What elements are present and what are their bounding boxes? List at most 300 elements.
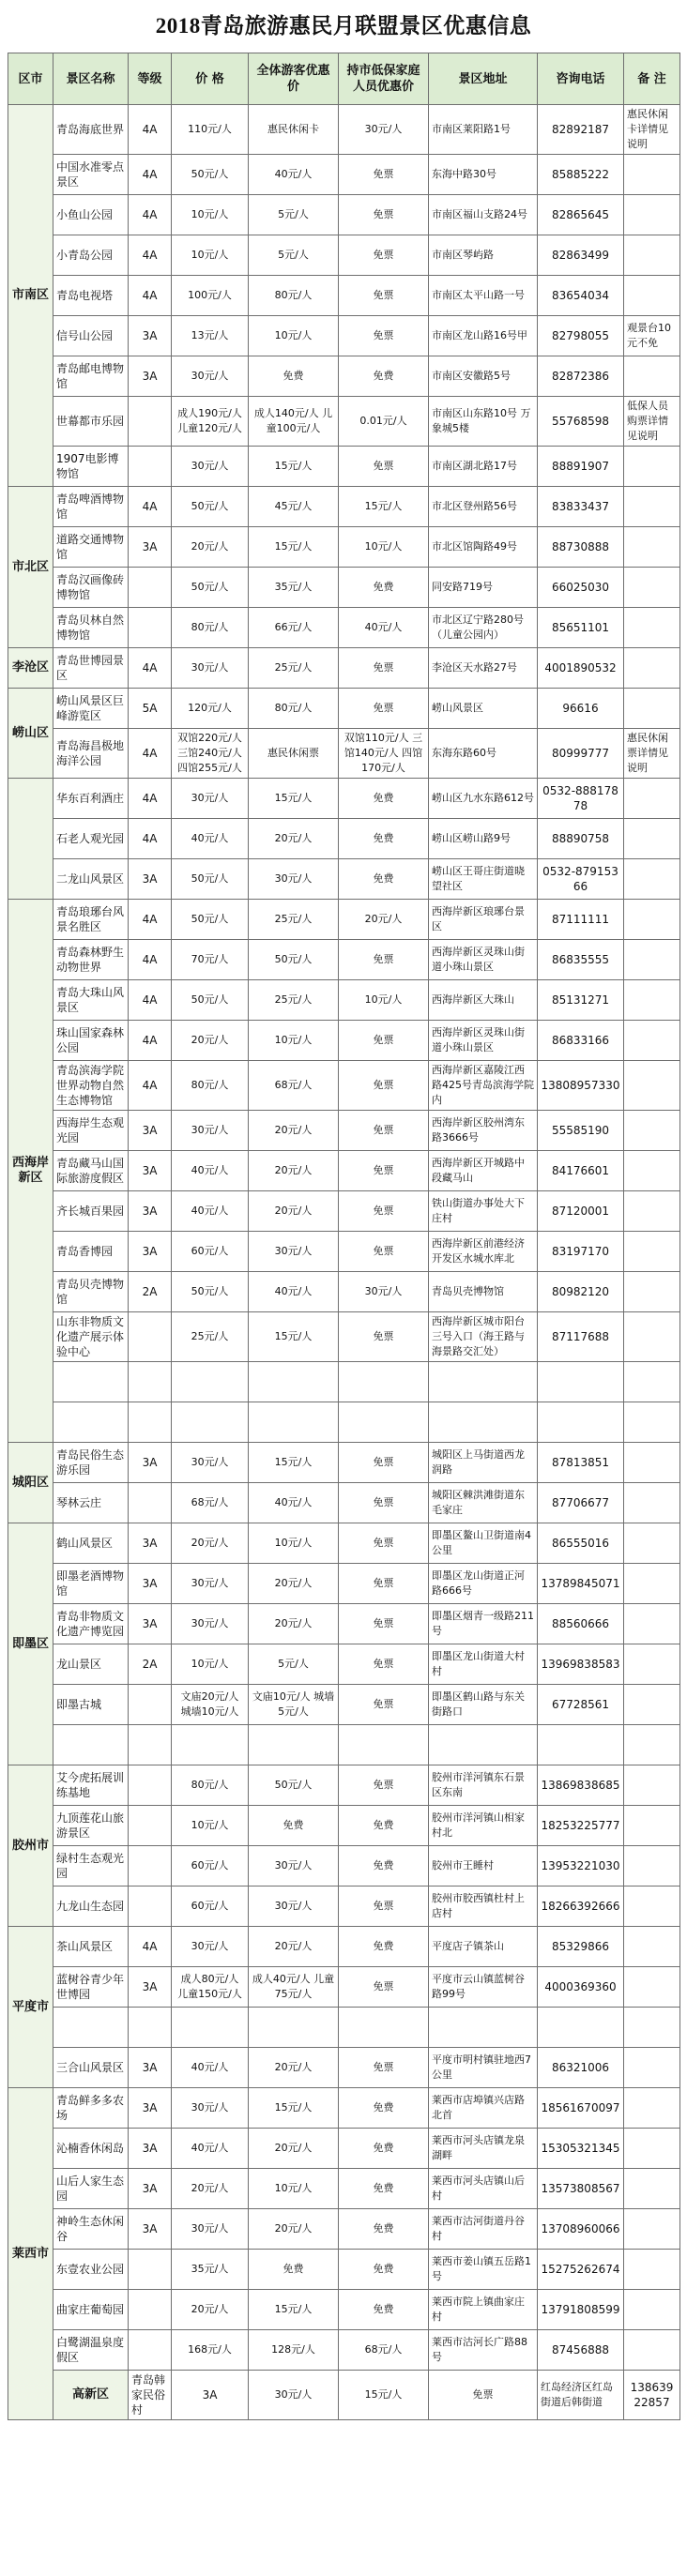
price-cell: 68元/人 xyxy=(172,1483,249,1523)
scenic-name-cell: 山后人家生态园 xyxy=(53,2169,129,2209)
scenic-name-cell: 即墨老酒博物馆 xyxy=(53,1564,129,1604)
col-discount: 全体游客优惠价 xyxy=(249,53,339,105)
scenic-name-cell: 世幕都市乐园 xyxy=(53,397,129,447)
discount-price-cell: 5元/人 xyxy=(249,235,339,276)
price-cell: 20元/人 xyxy=(172,1523,249,1564)
welfare-price-cell: 免票 xyxy=(339,447,429,487)
welfare-price-cell: 免票 xyxy=(339,1685,429,1725)
phone-cell: 82892187 xyxy=(538,105,624,155)
price-cell: 50元/人 xyxy=(172,900,249,940)
district-cell xyxy=(8,779,53,900)
address-cell xyxy=(429,1402,538,1443)
welfare-price-cell: 0.01元/人 xyxy=(339,397,429,447)
phone-cell: 18561670097 xyxy=(538,2088,624,2129)
scenic-name-cell: 信号山公园 xyxy=(53,316,129,356)
phone-cell: 80999777 xyxy=(538,729,624,779)
table-row xyxy=(8,568,680,608)
price-cell: 30元/人 xyxy=(172,2088,249,2129)
note-cell xyxy=(624,1061,680,1111)
note-cell xyxy=(624,1272,680,1312)
discount-price-cell: 惠民休闲票 xyxy=(249,729,339,779)
welfare-price-cell: 免费 xyxy=(339,2209,429,2250)
scenic-name-cell: 小鱼山公园 xyxy=(53,195,129,235)
discount-price-cell: 15元/人 xyxy=(339,2371,429,2420)
phone-cell: 82872386 xyxy=(538,356,624,397)
welfare-price-cell: 免票 xyxy=(429,2371,538,2420)
district-cell: 西海岸新区 xyxy=(8,900,53,1443)
welfare-price-cell: 30元/人 xyxy=(339,105,429,155)
level-cell: 4A xyxy=(129,1061,172,1111)
phone-cell xyxy=(538,1402,624,1443)
price-cell: 成人80元/人 儿童150元/人 xyxy=(172,1967,249,2008)
discount-price-cell: 80元/人 xyxy=(249,689,339,729)
note-cell xyxy=(624,648,680,689)
address-cell: 胶州市洋河镇东石景区东南 xyxy=(429,1765,538,1806)
welfare-price-cell xyxy=(339,1402,429,1443)
level-cell xyxy=(129,1765,172,1806)
discount-price-cell: 免费 xyxy=(249,1806,339,1846)
phone-cell: 67728561 xyxy=(538,1685,624,1725)
phone-cell: 4000369360 xyxy=(538,1967,624,2008)
discount-price-cell: 10元/人 xyxy=(249,316,339,356)
address-cell: 即墨区龙山街道大村村 xyxy=(429,1644,538,1685)
note-cell xyxy=(624,2088,680,2129)
address-cell: 青岛贝壳博物馆 xyxy=(429,1272,538,1312)
scenic-name-cell: 齐长城百果园 xyxy=(53,1191,129,1232)
scenic-name-cell: 青岛电视塔 xyxy=(53,276,129,316)
phone-cell: 66025030 xyxy=(538,568,624,608)
note-cell: 惠民休闲票详情见说明 xyxy=(624,729,680,779)
discount-price-cell: 40元/人 xyxy=(249,155,339,195)
discount-price-cell: 5元/人 xyxy=(249,1644,339,1685)
level-cell xyxy=(129,1806,172,1846)
phone-cell: 85329866 xyxy=(538,1927,624,1967)
district-cell: 崂山区 xyxy=(8,689,53,779)
scenic-name-cell: 青岛琅琊台风景名胜区 xyxy=(53,900,129,940)
table-row xyxy=(8,608,680,648)
address-cell: 莱西市店埠镇兴店路北首 xyxy=(429,2088,538,2129)
welfare-price-cell: 免票 xyxy=(339,689,429,729)
address-cell: 崂山区九水东路612号 xyxy=(429,779,538,819)
address-cell: 市南区湖北路17号 xyxy=(429,447,538,487)
table-row xyxy=(8,2250,680,2290)
welfare-price-cell: 40元/人 xyxy=(339,608,429,648)
phone-cell: 55768598 xyxy=(538,397,624,447)
welfare-price-cell: 免票 xyxy=(339,1111,429,1151)
address-cell: 莱西市沽河长广路88号 xyxy=(429,2330,538,2371)
table-row xyxy=(8,527,680,568)
price-cell: 168元/人 xyxy=(172,2330,249,2371)
address-cell: 西海岸新区胶州湾东路3666号 xyxy=(429,1111,538,1151)
address-cell: 西海岸新区琅琊台景区 xyxy=(429,900,538,940)
table-row xyxy=(8,1312,680,1362)
level-cell xyxy=(129,568,172,608)
address-cell: 莱西市姜山镇五岳路1号 xyxy=(429,2250,538,2290)
address-cell: 平度市明村镇驻地西7公里 xyxy=(429,2048,538,2088)
address-cell: 东海中路30号 xyxy=(429,155,538,195)
price-cell: 成人190元/人 儿童120元/人 xyxy=(172,397,249,447)
address-cell: 崂山风景区 xyxy=(429,689,538,729)
address-cell: 西海岸新区灵珠山街道小珠山景区 xyxy=(429,1021,538,1061)
scenic-name-cell: 龙山景区 xyxy=(53,1644,129,1685)
welfare-price-cell: 免费 xyxy=(339,2129,429,2169)
discount-price-cell: 20元/人 xyxy=(249,2129,339,2169)
address-cell: 红岛经济区红岛街道后韩街道 xyxy=(538,2371,624,2420)
welfare-price-cell: 免费 xyxy=(339,819,429,859)
phone-cell: 87111111 xyxy=(538,900,624,940)
note-cell xyxy=(624,1725,680,1765)
welfare-price-cell: 免票 xyxy=(339,1443,429,1483)
price-cell: 110元/人 xyxy=(172,105,249,155)
scenic-name-cell: 曲家庄葡萄园 xyxy=(53,2290,129,2330)
price-cell: 20元/人 xyxy=(172,527,249,568)
scenic-discount-table xyxy=(8,53,680,2420)
welfare-price-cell: 免票 xyxy=(339,648,429,689)
phone-cell: 87456888 xyxy=(538,2330,624,2371)
welfare-price-cell: 免票 xyxy=(339,1604,429,1644)
phone-cell: 15275262674 xyxy=(538,2250,624,2290)
phone-cell: 86321006 xyxy=(538,2048,624,2088)
level-cell: 4A xyxy=(129,648,172,689)
address-cell: 平度店子镇茶山 xyxy=(429,1927,538,1967)
welfare-price-cell: 免费 xyxy=(339,1846,429,1887)
scenic-name-cell xyxy=(53,1725,129,1765)
price-cell: 60元/人 xyxy=(172,1846,249,1887)
table-row xyxy=(8,1765,680,1806)
level-cell: 3A xyxy=(129,2209,172,2250)
price-cell: 30元/人 xyxy=(172,1111,249,1151)
price-cell: 50元/人 xyxy=(172,487,249,527)
level-cell: 3A xyxy=(129,1967,172,2008)
level-cell xyxy=(129,1362,172,1402)
table-row xyxy=(8,2290,680,2330)
welfare-price-cell: 免票 xyxy=(339,2048,429,2088)
note-cell xyxy=(624,487,680,527)
welfare-price-cell: 20元/人 xyxy=(339,900,429,940)
address-cell: 即墨区鹤山路与东关街路口 xyxy=(429,1685,538,1725)
scenic-name-cell: 青岛邮电博物馆 xyxy=(53,356,129,397)
welfare-price-cell: 10元/人 xyxy=(339,527,429,568)
address-cell: 城阳区上马街道西龙润路 xyxy=(429,1443,538,1483)
discount-price-cell: 20元/人 xyxy=(249,1604,339,1644)
table-row xyxy=(8,1927,680,1967)
phone-cell: 13953221030 xyxy=(538,1846,624,1887)
address-cell: 市南区琴屿路 xyxy=(429,235,538,276)
address-cell: 崂山区崂山路9号 xyxy=(429,819,538,859)
discount-price-cell: 惠民休闲卡 xyxy=(249,105,339,155)
table-row xyxy=(8,447,680,487)
table-row xyxy=(8,1021,680,1061)
scenic-name-cell: 珠山国家森林公园 xyxy=(53,1021,129,1061)
scenic-name-cell: 华东百利酒庄 xyxy=(53,779,129,819)
welfare-price-cell: 免票 xyxy=(339,1483,429,1523)
note-cell xyxy=(624,900,680,940)
district-cell: 莱西市 xyxy=(8,2088,53,2420)
price-cell: 60元/人 xyxy=(172,1232,249,1272)
price-cell: 40元/人 xyxy=(172,819,249,859)
discount-price-cell: 30元/人 xyxy=(249,1887,339,1927)
scenic-name-cell: 即墨古城 xyxy=(53,1685,129,1725)
price-cell: 30元/人 xyxy=(172,1927,249,1967)
note-cell xyxy=(624,1604,680,1644)
note-cell xyxy=(624,2290,680,2330)
note-cell xyxy=(624,608,680,648)
scenic-name-cell: 青岛民俗生态游乐园 xyxy=(53,1443,129,1483)
scenic-name-cell: 青岛贝壳博物馆 xyxy=(53,1272,129,1312)
scenic-name-cell: 崂山风景区巨峰游览区 xyxy=(53,689,129,729)
scenic-name-cell: 青岛森林野生动物世界 xyxy=(53,940,129,980)
price-cell: 50元/人 xyxy=(172,980,249,1021)
note-cell xyxy=(624,980,680,1021)
discount-price-cell: 15元/人 xyxy=(249,1312,339,1362)
district-cell: 平度市 xyxy=(8,1927,53,2088)
phone-cell: 13863922857 xyxy=(624,2371,680,2420)
scenic-name-cell: 山东非物质文化遗产展示体验中心 xyxy=(53,1312,129,1362)
phone-cell: 88891907 xyxy=(538,447,624,487)
price-cell: 30元/人 xyxy=(172,1564,249,1604)
price-cell: 10元/人 xyxy=(172,1806,249,1846)
price-cell: 20元/人 xyxy=(172,2169,249,2209)
address-cell xyxy=(429,1725,538,1765)
level-cell: 3A xyxy=(129,1111,172,1151)
level-cell: 3A xyxy=(129,1151,172,1191)
level-cell: 3A xyxy=(129,356,172,397)
note-cell xyxy=(624,356,680,397)
scenic-name-cell: 九顶莲花山旅游景区 xyxy=(53,1806,129,1846)
welfare-price-cell: 免费 xyxy=(339,859,429,900)
note-cell xyxy=(624,2048,680,2088)
phone-cell: 80982120 xyxy=(538,1272,624,1312)
discount-price-cell: 15元/人 xyxy=(249,1443,339,1483)
address-cell: 胶州市胶西镇杜村上店村 xyxy=(429,1887,538,1927)
scenic-name-cell: 蓝树谷青少年世博园 xyxy=(53,1967,129,2008)
welfare-price-cell: 免票 xyxy=(339,195,429,235)
welfare-price-cell: 免票 xyxy=(339,1644,429,1685)
address-cell: 铁山街道办事处大下庄村 xyxy=(429,1191,538,1232)
discount-price-cell: 10元/人 xyxy=(249,2169,339,2209)
discount-price-cell: 40元/人 xyxy=(249,1483,339,1523)
note-cell xyxy=(624,1685,680,1725)
phone-cell xyxy=(538,1362,624,1402)
address-cell: 市南区安徽路5号 xyxy=(429,356,538,397)
table-body xyxy=(8,105,680,2420)
price-cell: 30元/人 xyxy=(249,2371,339,2420)
welfare-price-cell: 免票 xyxy=(339,155,429,195)
discount-price-cell: 20元/人 xyxy=(249,1927,339,1967)
col-district: 区市 xyxy=(8,53,53,105)
phone-cell: 82863499 xyxy=(538,235,624,276)
discount-price-cell: 25元/人 xyxy=(249,980,339,1021)
discount-price-cell xyxy=(249,1362,339,1402)
note-cell xyxy=(624,1151,680,1191)
table-row xyxy=(8,316,680,356)
table-row xyxy=(8,356,680,397)
note-cell xyxy=(624,819,680,859)
scenic-name-cell: 青岛啤酒博物馆 xyxy=(53,487,129,527)
address-cell: 胶州市王睡村 xyxy=(429,1846,538,1887)
note-cell xyxy=(624,2129,680,2169)
note-cell xyxy=(624,2209,680,2250)
note-cell xyxy=(624,1806,680,1846)
district-cell: 李沧区 xyxy=(8,648,53,689)
table-row xyxy=(8,2048,680,2088)
phone-cell: 85131271 xyxy=(538,980,624,1021)
price-cell: 30元/人 xyxy=(172,447,249,487)
price-cell: 120元/人 xyxy=(172,689,249,729)
price-cell: 80元/人 xyxy=(172,1765,249,1806)
table-row xyxy=(8,819,680,859)
col-address: 景区地址 xyxy=(429,53,538,105)
level-cell xyxy=(129,1846,172,1887)
level-cell xyxy=(129,608,172,648)
discount-price-cell: 128元/人 xyxy=(249,2330,339,2371)
scenic-name-cell: 青岛海底世界 xyxy=(53,105,129,155)
level-cell: 3A xyxy=(129,1443,172,1483)
table-row xyxy=(8,1151,680,1191)
table-row xyxy=(8,1967,680,2008)
note-cell xyxy=(624,1765,680,1806)
level-cell: 4A xyxy=(129,940,172,980)
level-cell: 4A xyxy=(129,1927,172,1967)
discount-price-cell: 文庙10元/人 城墙5元/人 xyxy=(249,1685,339,1725)
address-cell: 市南区福山支路24号 xyxy=(429,195,538,235)
note-cell xyxy=(624,195,680,235)
scenic-name-cell: 白鹭湖温泉度假区 xyxy=(53,2330,129,2371)
scenic-name-cell: 1907电影博物馆 xyxy=(53,447,129,487)
phone-cell: 88730888 xyxy=(538,527,624,568)
district-cell: 市北区 xyxy=(8,487,53,648)
note-cell: 惠民休闲卡详情见说明 xyxy=(624,105,680,155)
scenic-name-cell: 中国水准零点景区 xyxy=(53,155,129,195)
discount-price-cell: 30元/人 xyxy=(249,1846,339,1887)
scenic-name-cell xyxy=(53,1402,129,1443)
discount-price-cell: 66元/人 xyxy=(249,608,339,648)
address-cell: 莱西市河头店镇山后村 xyxy=(429,2169,538,2209)
address-cell: 市南区莱阳路1号 xyxy=(429,105,538,155)
discount-price-cell: 15元/人 xyxy=(249,779,339,819)
note-cell: 观景台10元不免 xyxy=(624,316,680,356)
table-row xyxy=(8,1644,680,1685)
level-cell: 3A xyxy=(129,527,172,568)
discount-price-cell: 20元/人 xyxy=(249,819,339,859)
level-cell: 4A xyxy=(129,1021,172,1061)
note-cell xyxy=(624,1483,680,1523)
scenic-name-cell xyxy=(53,1362,129,1402)
table-row xyxy=(8,1685,680,1725)
note-cell xyxy=(624,940,680,980)
discount-price-cell: 30元/人 xyxy=(249,1232,339,1272)
address-cell xyxy=(429,2008,538,2048)
discount-price-cell: 5元/人 xyxy=(249,195,339,235)
phone-cell: 0532-88817878 xyxy=(538,779,624,819)
scenic-name-cell: 二龙山风景区 xyxy=(53,859,129,900)
scenic-name-cell: 青岛贝林自然博物馆 xyxy=(53,608,129,648)
welfare-price-cell: 免票 xyxy=(339,1967,429,2008)
note-cell xyxy=(624,2250,680,2290)
scenic-name-cell: 青岛藏马山国际旅游度假区 xyxy=(53,1151,129,1191)
price-cell: 50元/人 xyxy=(172,568,249,608)
level-cell: 4A xyxy=(129,195,172,235)
phone-cell: 86835555 xyxy=(538,940,624,980)
table-row xyxy=(8,1604,680,1644)
discount-price-cell: 免费 xyxy=(249,2250,339,2290)
table-row xyxy=(8,1564,680,1604)
table-row xyxy=(8,2169,680,2209)
address-cell: 东海东路60号 xyxy=(429,729,538,779)
note-cell xyxy=(624,1564,680,1604)
address-cell: 李沧区天水路27号 xyxy=(429,648,538,689)
note-cell xyxy=(624,447,680,487)
phone-cell: 13969838583 xyxy=(538,1644,624,1685)
address-cell: 西海岸新区开城路中段藏马山 xyxy=(429,1151,538,1191)
discount-price-cell: 45元/人 xyxy=(249,487,339,527)
price-cell: 50元/人 xyxy=(172,859,249,900)
phone-cell: 86555016 xyxy=(538,1523,624,1564)
discount-price-cell: 15元/人 xyxy=(249,527,339,568)
discount-price-cell: 35元/人 xyxy=(249,568,339,608)
welfare-price-cell: 免票 xyxy=(339,1564,429,1604)
welfare-price-cell: 10元/人 xyxy=(339,980,429,1021)
table-row xyxy=(8,1402,680,1443)
discount-price-cell: 20元/人 xyxy=(249,1564,339,1604)
table-row xyxy=(8,1362,680,1402)
scenic-name-cell: 神岭生态休闲谷 xyxy=(53,2209,129,2250)
phone-cell: 82865645 xyxy=(538,195,624,235)
price-cell: 40元/人 xyxy=(172,1191,249,1232)
welfare-price-cell: 免票 xyxy=(339,1523,429,1564)
level-cell xyxy=(129,2250,172,2290)
table-row xyxy=(8,980,680,1021)
scenic-name-cell: 青岛韩家民俗村 xyxy=(129,2371,172,2420)
header-row xyxy=(8,53,680,105)
price-cell: 40元/人 xyxy=(172,1151,249,1191)
welfare-price-cell: 免票 xyxy=(339,1151,429,1191)
phone-cell: 13789845071 xyxy=(538,1564,624,1604)
discount-price-cell: 20元/人 xyxy=(249,1151,339,1191)
table-row xyxy=(8,487,680,527)
discount-price-cell xyxy=(249,1402,339,1443)
phone-cell: 87706677 xyxy=(538,1483,624,1523)
welfare-price-cell: 免票 xyxy=(339,316,429,356)
price-cell xyxy=(172,2008,249,2048)
table-row xyxy=(8,1483,680,1523)
table-row xyxy=(8,397,680,447)
district-cell: 城阳区 xyxy=(8,1443,53,1523)
level-cell xyxy=(129,447,172,487)
note-cell xyxy=(624,2330,680,2371)
welfare-price-cell xyxy=(339,2008,429,2048)
table-row xyxy=(8,235,680,276)
note-cell xyxy=(624,2169,680,2209)
address-cell: 即墨区龙山街道正河路666号 xyxy=(429,1564,538,1604)
level-cell xyxy=(129,397,172,447)
welfare-price-cell: 68元/人 xyxy=(339,2330,429,2371)
col-price: 价 格 xyxy=(172,53,249,105)
phone-cell: 87813851 xyxy=(538,1443,624,1483)
table-row xyxy=(8,1523,680,1564)
price-cell: 10元/人 xyxy=(172,1644,249,1685)
address-cell: 市南区龙山路16号甲 xyxy=(429,316,538,356)
note-cell xyxy=(624,1312,680,1362)
price-cell xyxy=(172,1402,249,1443)
welfare-price-cell: 免票 xyxy=(339,1765,429,1806)
welfare-price-cell: 免票 xyxy=(339,235,429,276)
table-row xyxy=(8,1191,680,1232)
address-cell xyxy=(429,1362,538,1402)
price-cell: 35元/人 xyxy=(172,2250,249,2290)
discount-price-cell: 15元/人 xyxy=(249,447,339,487)
level-cell: 2A xyxy=(129,1644,172,1685)
